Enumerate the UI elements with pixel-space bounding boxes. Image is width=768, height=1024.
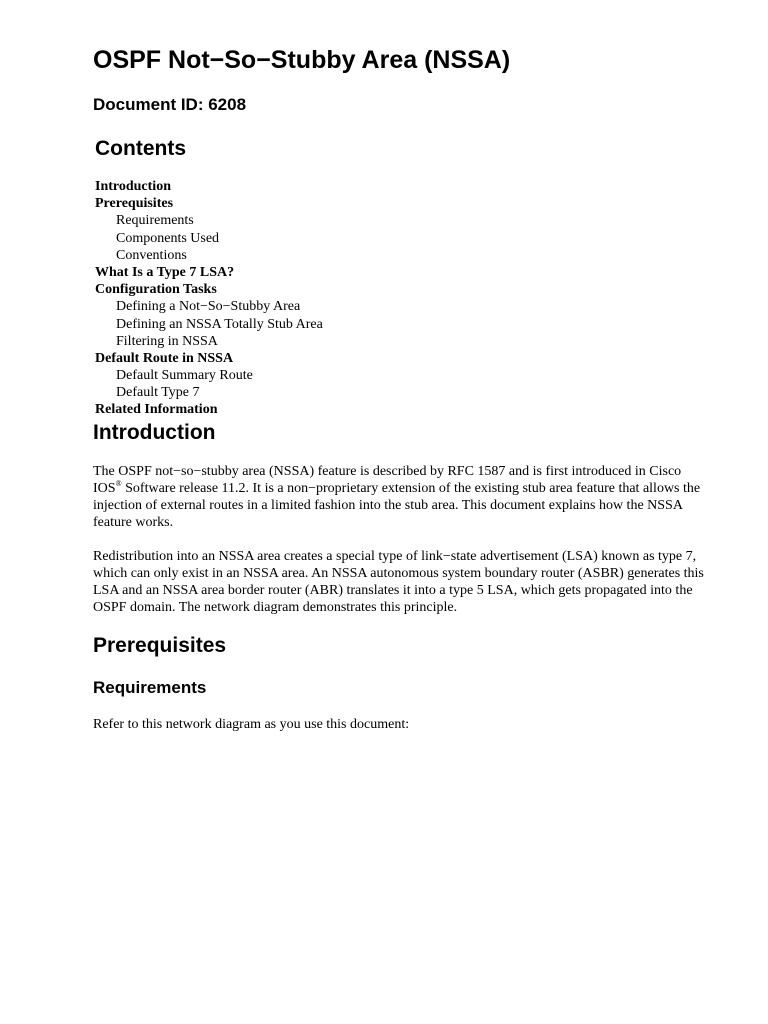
document-id: Document ID: 6208 [93,95,247,114]
toc-item-requirements[interactable]: Requirements [116,213,194,229]
document-title: OSPF Not−So−Stubby Area (NSSA) [93,46,511,74]
paragraph-line: Redistribution into an NSSA area creates a special type of link−state advertisement (LSA) known as type 7, [93,549,697,564]
paragraph-line: Refer to this network diagram as you use this document: [93,717,410,732]
toc-item-default-type-7[interactable]: Default Type 7 [116,385,200,401]
toc-item-components-used[interactable]: Components Used [116,230,220,246]
prerequisites-heading: Prerequisites [93,634,227,657]
toc-item-conventions[interactable]: Conventions [116,247,187,263]
paragraph-line: The OSPF not−so−stubby area (NSSA) feature is described by RFC 1587 and is first introduced in Cisco [93,464,682,479]
toc-item-configuration-tasks[interactable]: Configuration Tasks [95,282,217,298]
paragraph-line: which can only exist in an NSSA area. An NSSA autonomous system boundary router (ASBR) generates this [93,566,704,581]
paragraph-line: OSPF domain. The network diagram demonstrates this principle. [93,600,458,615]
toc-item-defining-nssa-totally-stub[interactable]: Defining an NSSA Totally Stub Area [116,316,323,332]
introduction-heading: Introduction [93,421,216,444]
paragraph-line [93,480,723,497]
toc-item-filtering-in-nssa[interactable]: Filtering in NSSA [116,333,218,349]
paragraph-line: feature works. [93,515,174,530]
paragraph-line: LSA and an NSSA area border router (ABR) translates it into a type 5 LSA, which gets propagated into the [93,583,693,598]
toc-item-prerequisites[interactable]: Prerequisites [95,196,174,212]
toc-item-introduction[interactable]: Introduction [95,179,171,194]
registered-mark: ® [115,479,122,488]
toc-item-related-information[interactable]: Related Information [95,402,218,418]
paragraph-text: Software release 11.2. It is a non−proprietary extension of the existing stub area feature that allows the [121,481,701,496]
paragraph-text: IOS [93,481,116,496]
toc-item-default-summary-route[interactable]: Default Summary Route [116,368,253,384]
paragraph-line: injection of external routes in a limited fashion into the stub area. This document explains how the NSSA [93,498,683,513]
requirements-paragraph [93,716,723,733]
contents-heading: Contents [95,137,186,160]
table-of-contents [95,178,323,419]
requirements-heading: Requirements [93,678,207,697]
toc-item-default-route-in-nssa[interactable]: Default Route in NSSA [95,350,234,366]
introduction-paragraph-2 [93,548,723,616]
introduction-paragraph-1 [93,463,723,531]
toc-item-defining-nssa[interactable]: Defining a Not−So−Stubby Area [116,299,301,315]
toc-item-type-7-lsa[interactable]: What Is a Type 7 LSA? [95,264,235,280]
